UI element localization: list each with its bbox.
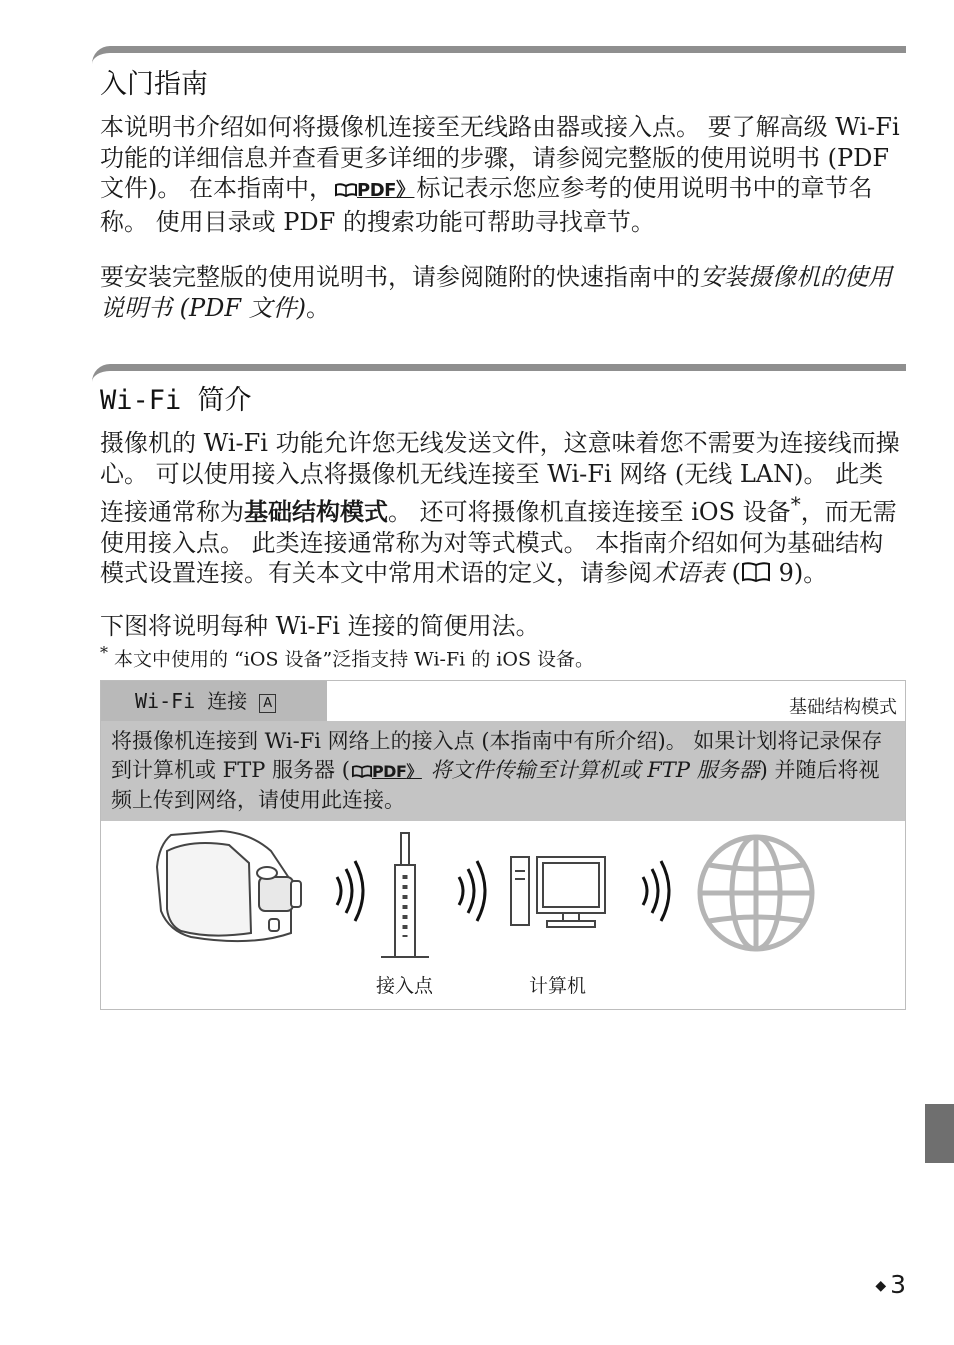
- badge-a: A: [259, 694, 276, 713]
- diagram-intro-line: 下图将说明每种 Wi-Fi 连接的简便用法。: [100, 612, 540, 640]
- section-divider: [92, 46, 906, 71]
- globe-icon: [700, 837, 812, 949]
- wifi-signal-icon: [459, 861, 485, 921]
- book-ref-icon: [741, 560, 771, 591]
- wifi-intro-paragraph: 摄像机的 Wi-Fi 功能允许您无线发送文件，这意味着您不需要为连接线而操心。 可以使用接入点将摄像机无线连接至 Wi-Fi 网络 (无线 LAN)。 此类连接通常称为基础结构模式。 还可将摄像机直接连接至 iOS 设备*，而无需使用接入点。 此类连接通常称为对等式模式。 本指南介绍如何为基础结构模式设置连接。有关本文中常用术语的定义，请参阅术语表 ( 9)。: [100, 428, 900, 591]
- mode-label: 基础结构模式: [789, 697, 897, 718]
- intro-paragraph: 本说明书介绍如何将摄像机连接至无线路由器或接入点。 要了解高级 Wi-Fi 功能的详细信息并查看更多详细的步骤，请参阅完整版的使用说明书 (PDF 文件)。 在本指南中， PDF》标记表示您应参考的使用说明书中的章节名称。 使用目录或 PDF 的搜索功能可帮助寻找章节。: [100, 113, 900, 236]
- book-pdf-icon: PDF》: [350, 762, 424, 781]
- computer-icon: [511, 857, 605, 927]
- section-title-wifi-intro: Wi-Fi 简介: [100, 385, 252, 416]
- book-pdf-icon: PDF》: [333, 180, 416, 201]
- access-point-icon: [381, 833, 429, 957]
- camcorder-icon: [157, 831, 301, 941]
- label-computer: 计算机: [529, 975, 587, 997]
- chapter-tab: [925, 1104, 954, 1163]
- wifi-signal-icon: [337, 861, 363, 921]
- install-paragraph: 要安装完整版的使用说明书，请参阅随附的快速指南中的安装摄像机的使用说明书 (PDF 文件)。: [100, 263, 892, 322]
- diagram-drawing: [101, 821, 905, 1009]
- connection-description: 将摄像机连接到 Wi-Fi 网络上的接入点 (本指南中有所介绍)。 如果计划将记录保存到计算机或 FTP 服务器 ( PDF》 将文件传输至计算机或 FTP 服务器) 并随后将视频上传到网络，请使用此连接。: [101, 721, 905, 821]
- connection-diagram: [101, 821, 905, 1009]
- wifi-connection-tab: Wi-Fi 连接 A: [101, 681, 327, 721]
- section-title-getting-started: 入门指南: [100, 69, 208, 100]
- wifi-signal-icon: [643, 861, 669, 921]
- label-access-point: 接入点: [376, 975, 434, 997]
- footnote: * 本文中使用的 “iOS 设备”泛指支持 Wi-Fi 的 iOS 设备。: [100, 643, 594, 671]
- page-number: ◆ 3: [875, 1270, 906, 1299]
- wifi-connection-box: [100, 680, 906, 1010]
